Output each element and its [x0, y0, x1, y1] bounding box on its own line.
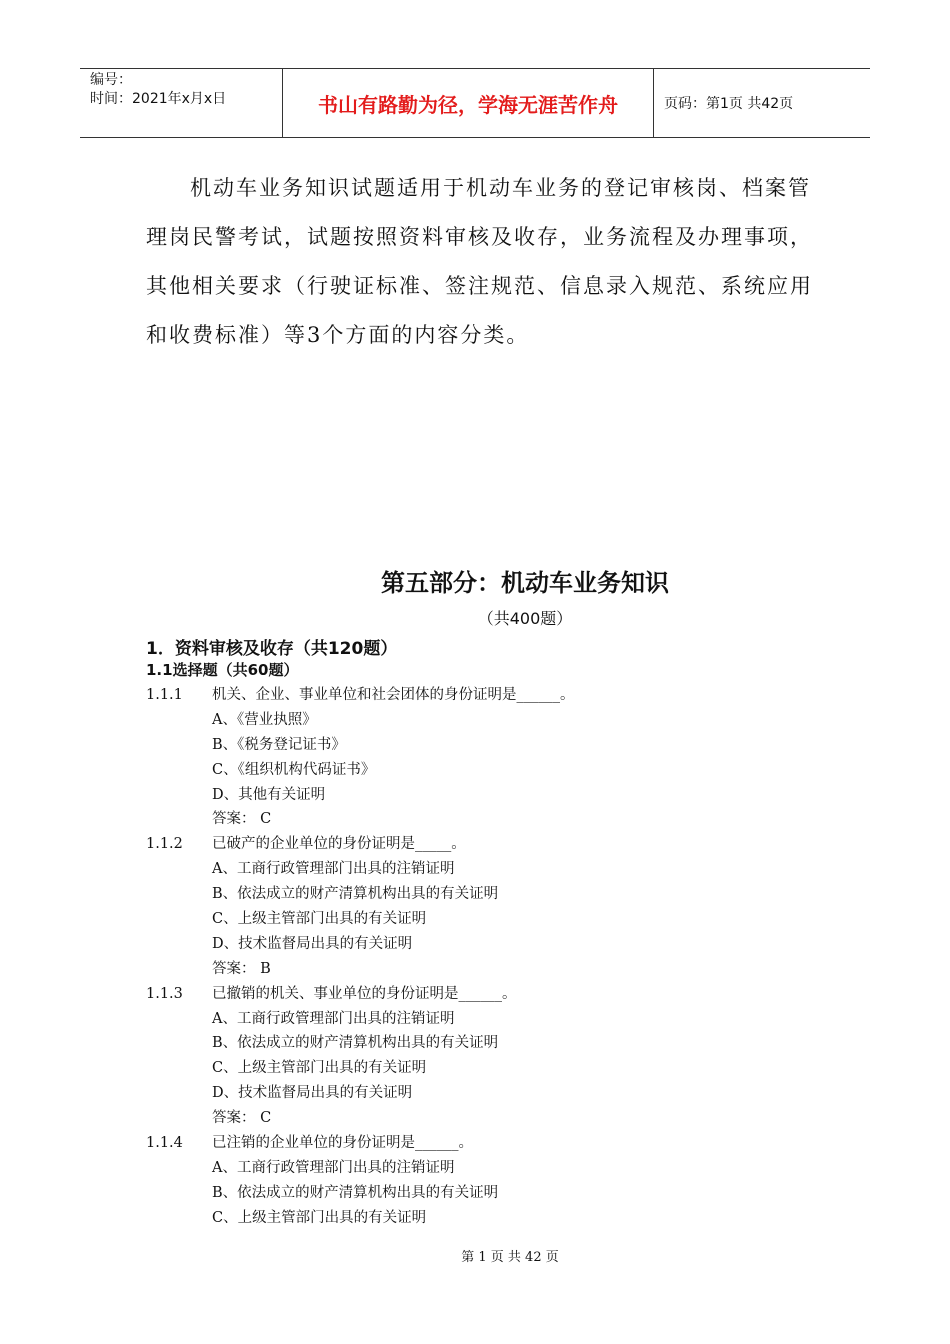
answer-option: D、其他有关证明 — [212, 786, 326, 803]
answer-option: D、技术监督局出具的有关证明 — [212, 1085, 413, 1102]
header-left-cell — [80, 69, 282, 137]
question-item — [146, 1131, 846, 1156]
question-item — [146, 683, 846, 708]
answer-option: D、技术监督局出具的有关证明 — [212, 935, 413, 952]
intro-paragraph — [146, 164, 816, 360]
subsection-heading: 1.1选择题（共60题） — [146, 661, 299, 679]
question-item — [146, 982, 846, 1007]
page-footer: 第 1 页 共 42 页 — [461, 1250, 559, 1265]
answer-option: B、依法成立的财产清算机构出具的有关证明 — [212, 1035, 499, 1052]
question-text: 已撤销的机关、事业单位的身份证明是______。 — [212, 985, 517, 1002]
question-number: 1.1.4 — [146, 1135, 183, 1152]
intro-line: 理岗民警考试，试题按照资料审核及收存，业务流程及办理事项， — [146, 225, 813, 249]
question-number: 1.1.2 — [146, 836, 183, 853]
motto: 书山有路勤为径，学海无涯苦作舟 — [282, 69, 654, 137]
question-number: 1.1.1 — [146, 687, 183, 703]
section-heading: 1．资料审核及收存（共120题） — [146, 639, 398, 659]
answer-option: B、依法成立的财产清算机构出具的有关证明 — [212, 1184, 499, 1201]
question-text: 已注销的企业单位的身份证明是______。 — [212, 1135, 473, 1152]
time-label: 时间：2021年x月x日 — [90, 91, 227, 107]
part-subtitle: （共400题） — [477, 609, 573, 628]
question-text: 已破产的企业单位的身份证明是_____。 — [212, 836, 466, 853]
question-number: 1.1.3 — [146, 985, 183, 1002]
page-info: 页码：第1页 共42页 — [664, 96, 794, 112]
number-label: 编号： — [90, 72, 132, 88]
answer-option: A、工商行政管理部门出具的注销证明 — [212, 1159, 455, 1176]
answer-key: 答案： B — [212, 960, 271, 977]
answer-option: B、《税务登记证书》 — [212, 736, 346, 753]
question-item — [146, 832, 846, 857]
intro-line: 其他相关要求（行驶证标准、签注规范、信息录入规范、系统应用 — [146, 274, 813, 298]
question-list — [146, 683, 846, 1231]
intro-line: 机动车业务知识试题适用于机动车业务的登记审核岗、档案管 — [190, 176, 811, 200]
question-text: 机关、企业、事业单位和社会团体的身份证明是______。 — [212, 687, 575, 703]
answer-key: 答案： C — [212, 811, 272, 828]
intro-line: 和收费标准）等3个方面的内容分类。 — [146, 323, 530, 347]
answer-option: A、工商行政管理部门出具的注销证明 — [212, 861, 455, 878]
answer-option: C、《组织机构代码证书》 — [212, 761, 376, 778]
answer-option: C、上级主管部门出具的有关证明 — [212, 1060, 427, 1077]
answer-option: B、依法成立的财产清算机构出具的有关证明 — [212, 886, 499, 903]
answer-option: C、上级主管部门出具的有关证明 — [212, 911, 427, 928]
part-title: 第五部分：机动车业务知识 — [381, 569, 669, 597]
page-header — [80, 68, 870, 138]
answer-option: A、《营业执照》 — [212, 711, 317, 728]
answer-key: 答案： C — [212, 1110, 272, 1127]
answer-option: A、工商行政管理部门出具的注销证明 — [212, 1010, 455, 1027]
answer-option: C、上级主管部门出具的有关证明 — [212, 1209, 427, 1226]
